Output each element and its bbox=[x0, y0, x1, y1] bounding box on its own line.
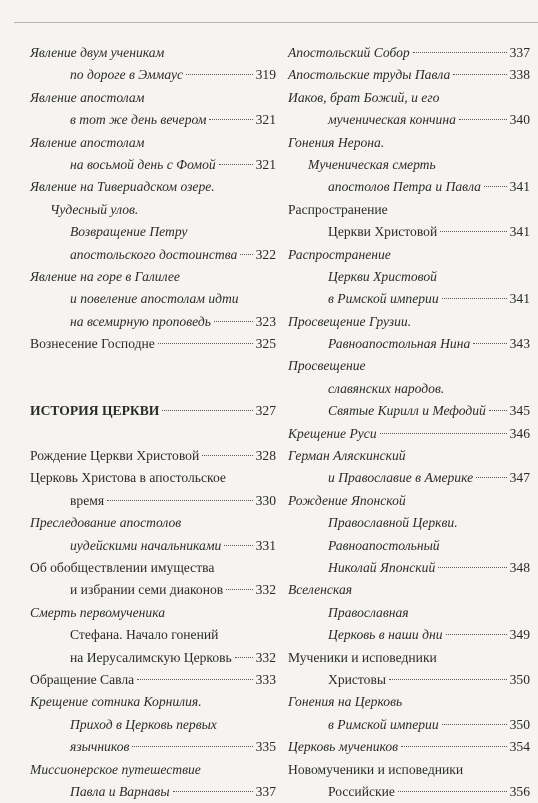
page-number: 343 bbox=[510, 333, 530, 355]
page-number: 356 bbox=[510, 781, 530, 803]
toc-entry[interactable] bbox=[30, 176, 276, 266]
toc-line bbox=[30, 266, 276, 288]
toc-line bbox=[288, 311, 530, 333]
dot-leader bbox=[214, 321, 253, 322]
toc-line bbox=[288, 602, 530, 624]
toc-title-text: Распространение bbox=[288, 199, 388, 221]
toc-line bbox=[30, 64, 276, 86]
page-number: 338 bbox=[510, 64, 530, 86]
toc-title-text: на всемирную проповедь bbox=[70, 311, 211, 333]
dot-leader bbox=[438, 567, 506, 568]
toc-left-column bbox=[30, 42, 276, 803]
toc-title-text: на Иерусалимскую Церковь bbox=[70, 647, 232, 669]
toc-entry[interactable] bbox=[288, 647, 530, 692]
page-number: 341 bbox=[510, 288, 530, 310]
toc-entry[interactable] bbox=[288, 132, 530, 199]
toc-line bbox=[288, 445, 530, 467]
toc-title-text: Вознесение Господне bbox=[30, 333, 155, 355]
toc-title-text: апостолов Петра и Павла bbox=[328, 176, 481, 198]
page-number: 333 bbox=[256, 669, 276, 691]
toc-line bbox=[288, 244, 530, 266]
toc-title-text: Приход в Церковь первых bbox=[70, 714, 217, 736]
toc-title-text: Возвращение Петру bbox=[70, 221, 187, 243]
toc-line bbox=[30, 624, 276, 646]
page-number: 328 bbox=[256, 445, 276, 467]
toc-entry[interactable] bbox=[288, 579, 530, 646]
toc-line bbox=[30, 490, 276, 512]
toc-title-text: Российские bbox=[328, 781, 395, 803]
toc-line bbox=[288, 736, 530, 758]
dot-leader bbox=[442, 298, 507, 299]
page-number: 350 bbox=[510, 714, 530, 736]
toc-title-text: Церкви Христовой bbox=[328, 221, 437, 243]
toc-line bbox=[30, 781, 276, 803]
toc-line bbox=[30, 333, 276, 355]
toc-entry[interactable] bbox=[30, 512, 276, 557]
dot-leader bbox=[240, 254, 252, 255]
toc-line bbox=[288, 87, 530, 109]
toc-line bbox=[288, 378, 530, 400]
toc-title-text: иудейскими начальниками bbox=[70, 535, 221, 557]
page-number: 349 bbox=[510, 624, 530, 646]
page-number: 340 bbox=[510, 109, 530, 131]
toc-title-text: Церковь Христова в апостольское bbox=[30, 467, 226, 489]
toc-line bbox=[288, 669, 530, 691]
dot-leader bbox=[158, 343, 253, 344]
toc-title-text: Равноапостольная Нина bbox=[328, 333, 470, 355]
dot-leader bbox=[413, 52, 507, 53]
toc-line bbox=[30, 691, 276, 713]
toc-entry[interactable] bbox=[288, 244, 530, 311]
toc-line bbox=[30, 445, 276, 467]
toc-line bbox=[30, 557, 276, 579]
toc-entry[interactable] bbox=[30, 87, 276, 132]
toc-title-text: по дороге в Эммаус bbox=[70, 64, 183, 86]
toc-line bbox=[30, 714, 276, 736]
toc-title-text: Церковь в наши дни bbox=[328, 624, 443, 646]
spacer bbox=[30, 378, 276, 400]
toc-line bbox=[288, 42, 530, 64]
page-number: 347 bbox=[510, 467, 530, 489]
dot-leader bbox=[489, 410, 507, 411]
toc-line bbox=[30, 42, 276, 64]
toc-line bbox=[30, 221, 276, 243]
toc-line bbox=[288, 490, 530, 512]
page-number: 332 bbox=[256, 579, 276, 601]
dot-leader bbox=[173, 791, 253, 792]
dot-leader bbox=[235, 657, 253, 658]
page-number: 350 bbox=[510, 669, 530, 691]
toc-line bbox=[288, 714, 530, 736]
top-rule bbox=[14, 22, 538, 23]
page-number: 330 bbox=[256, 490, 276, 512]
toc-title-text: Об обобществлении имущества bbox=[30, 557, 214, 579]
dot-leader bbox=[132, 746, 252, 747]
toc-title-text: Павла и Варнавы bbox=[70, 781, 170, 803]
dot-leader bbox=[224, 545, 252, 546]
toc-entry[interactable] bbox=[30, 669, 276, 691]
toc-title-text: Мученики и исповедники bbox=[288, 647, 437, 669]
page-number: 327 bbox=[256, 400, 276, 422]
toc-line bbox=[30, 602, 276, 624]
toc-entry[interactable] bbox=[30, 691, 276, 758]
toc-title-text: мученическая кончина bbox=[328, 109, 456, 131]
toc-title-text: Крещение Руси bbox=[288, 423, 377, 445]
toc-entry[interactable] bbox=[30, 42, 276, 87]
toc-entry[interactable] bbox=[30, 400, 276, 422]
toc-title-text: Преследование апостолов bbox=[30, 512, 181, 534]
toc-title-text: Вселенская bbox=[288, 579, 352, 601]
dot-leader bbox=[389, 679, 507, 680]
toc-entry[interactable] bbox=[30, 333, 276, 355]
toc-title-text: Николай Японский bbox=[328, 557, 435, 579]
toc-title-text: Обращение Савла bbox=[30, 669, 134, 691]
toc-title-text: время bbox=[70, 490, 104, 512]
toc-line bbox=[288, 647, 530, 669]
toc-title-text: в Римской империи bbox=[328, 288, 439, 310]
toc-entry[interactable] bbox=[30, 132, 276, 177]
dot-leader bbox=[446, 634, 507, 635]
toc-title-text: Смерть первомученика bbox=[30, 602, 165, 624]
toc-entry[interactable] bbox=[288, 42, 530, 64]
toc-entry[interactable] bbox=[288, 311, 530, 356]
dot-leader bbox=[401, 746, 507, 747]
dot-leader bbox=[107, 500, 253, 501]
toc-title-text: на восьмой день с Фомой bbox=[70, 154, 216, 176]
toc-line bbox=[30, 467, 276, 489]
toc-entry[interactable] bbox=[288, 736, 530, 758]
section-heading bbox=[30, 400, 276, 422]
toc-line bbox=[30, 132, 276, 154]
page-number: 319 bbox=[256, 64, 276, 86]
toc-title-text: и Православие в Америке bbox=[328, 467, 473, 489]
toc-entry[interactable] bbox=[288, 64, 530, 86]
dot-leader bbox=[476, 477, 506, 478]
toc-title-text: Иаков, брат Божий, и его bbox=[288, 87, 439, 109]
toc-line bbox=[288, 199, 530, 221]
page-number: 337 bbox=[256, 781, 276, 803]
toc-line bbox=[30, 199, 276, 221]
toc-title-text: Герман Аляскинский bbox=[288, 445, 406, 467]
dot-leader bbox=[398, 791, 507, 792]
page-number: 321 bbox=[256, 154, 276, 176]
page-number: 321 bbox=[256, 109, 276, 131]
toc-title-text: Крещение сотника Корнилия. bbox=[30, 691, 202, 713]
dot-leader bbox=[459, 119, 507, 120]
toc-title-text: Апостольские труды Павла bbox=[288, 64, 450, 86]
toc-entry[interactable] bbox=[288, 423, 530, 445]
page-number: 323 bbox=[256, 311, 276, 333]
toc-title-text: славянских народов. bbox=[328, 378, 444, 400]
spacer bbox=[30, 423, 276, 445]
toc-line bbox=[288, 423, 530, 445]
toc-title-text: Чудесный улов. bbox=[50, 199, 138, 221]
dot-leader bbox=[380, 433, 507, 434]
page-number: 337 bbox=[510, 42, 530, 64]
dot-leader bbox=[209, 119, 252, 120]
toc-line bbox=[288, 355, 530, 377]
toc-entry[interactable] bbox=[30, 602, 276, 669]
toc-entry[interactable] bbox=[288, 445, 530, 490]
toc-line bbox=[288, 132, 530, 154]
page-number: 341 bbox=[510, 176, 530, 198]
page-number: 325 bbox=[256, 333, 276, 355]
toc-title-text: Явление двум ученикам bbox=[30, 42, 164, 64]
toc-title-text: Явление апостолам bbox=[30, 87, 144, 109]
dot-leader bbox=[440, 231, 506, 232]
toc-entry[interactable] bbox=[288, 490, 530, 580]
toc-entry[interactable] bbox=[30, 266, 276, 333]
toc-line bbox=[288, 759, 530, 781]
toc-entry[interactable] bbox=[30, 467, 276, 512]
dot-leader bbox=[473, 343, 506, 344]
toc-line bbox=[30, 647, 276, 669]
page-number: 348 bbox=[510, 557, 530, 579]
toc-line bbox=[30, 244, 276, 266]
toc-title-text: Явление на Тивериадском озере. bbox=[30, 176, 215, 198]
toc-title-text: Новомученики и исповедники bbox=[288, 759, 463, 781]
page-number: 331 bbox=[256, 535, 276, 557]
page-number: 332 bbox=[256, 647, 276, 669]
toc-line bbox=[288, 176, 530, 198]
toc-entry[interactable] bbox=[30, 445, 276, 467]
page-number: 335 bbox=[256, 736, 276, 758]
toc-entry[interactable] bbox=[30, 557, 276, 602]
toc-title-text: Православная bbox=[328, 602, 409, 624]
toc-title-text: Равноапостольный bbox=[328, 535, 440, 557]
toc-title-text: в тот же день вечером bbox=[70, 109, 206, 131]
toc-line bbox=[288, 691, 530, 713]
toc-line bbox=[288, 400, 530, 422]
toc-entry[interactable] bbox=[30, 759, 276, 803]
toc-line bbox=[30, 512, 276, 534]
toc-title-text: Просвещение bbox=[288, 355, 366, 377]
toc-line bbox=[30, 535, 276, 557]
toc-title-text: Православной Церкви. bbox=[328, 512, 458, 534]
toc-title-text: Миссионерское путешествие bbox=[30, 759, 201, 781]
dot-leader bbox=[453, 74, 506, 75]
toc-line bbox=[30, 736, 276, 758]
toc-title-text: и повеление апостолам идти bbox=[70, 288, 239, 310]
toc-line bbox=[30, 579, 276, 601]
toc-title-text: апостольского достоинства bbox=[70, 244, 237, 266]
toc-entry[interactable] bbox=[288, 355, 530, 422]
toc-title-text: Явление на горе в Галилее bbox=[30, 266, 180, 288]
toc-line bbox=[288, 512, 530, 534]
toc-title-text: Церкви Христовой bbox=[328, 266, 437, 288]
toc-line bbox=[30, 109, 276, 131]
toc-entry[interactable] bbox=[288, 759, 530, 803]
toc-entry[interactable] bbox=[288, 87, 530, 132]
toc-line bbox=[30, 311, 276, 333]
toc-title-text: Христовы bbox=[328, 669, 386, 691]
dot-leader bbox=[484, 186, 507, 187]
spacer bbox=[30, 355, 276, 377]
toc-line bbox=[30, 759, 276, 781]
dot-leader bbox=[202, 455, 252, 456]
page-number: 341 bbox=[510, 221, 530, 243]
toc-title-text: Святые Кирилл и Мефодий bbox=[328, 400, 486, 422]
toc-title-text: Рождение Японской bbox=[288, 490, 406, 512]
dot-leader bbox=[137, 679, 252, 680]
toc-right-column bbox=[288, 42, 530, 803]
toc-line bbox=[288, 557, 530, 579]
toc-title-text: ИСТОРИЯ ЦЕРКВИ bbox=[30, 400, 159, 422]
toc-title-text: Гонения на Церковь bbox=[288, 691, 402, 713]
toc-line bbox=[288, 109, 530, 131]
toc-title-text: Апостольский Собор bbox=[288, 42, 410, 64]
toc-entry[interactable] bbox=[288, 199, 530, 244]
toc-title-text: Рождение Церкви Христовой bbox=[30, 445, 199, 467]
dot-leader bbox=[162, 410, 252, 411]
toc-line bbox=[30, 87, 276, 109]
page-number: 346 bbox=[510, 423, 530, 445]
toc-line bbox=[288, 154, 530, 176]
toc-line bbox=[288, 288, 530, 310]
toc-line bbox=[30, 176, 276, 198]
toc-line bbox=[288, 624, 530, 646]
toc-line bbox=[30, 669, 276, 691]
toc-line bbox=[30, 288, 276, 310]
dot-leader bbox=[186, 74, 253, 75]
toc-title-text: Стефана. Начало гонений bbox=[70, 624, 218, 646]
toc-title-text: Просвещение Грузии. bbox=[288, 311, 411, 333]
toc-line bbox=[288, 64, 530, 86]
toc-line bbox=[288, 221, 530, 243]
toc-entry[interactable] bbox=[288, 691, 530, 736]
toc-title-text: Церковь мучеников bbox=[288, 736, 398, 758]
toc-title-text: в Римской империи bbox=[328, 714, 439, 736]
dot-leader bbox=[219, 164, 253, 165]
toc-line bbox=[288, 266, 530, 288]
toc-title-text: Распространение bbox=[288, 244, 391, 266]
dot-leader bbox=[226, 589, 252, 590]
toc-line bbox=[288, 579, 530, 601]
page-number: 322 bbox=[256, 244, 276, 266]
toc-line bbox=[30, 154, 276, 176]
toc-line bbox=[288, 333, 530, 355]
toc-line bbox=[288, 467, 530, 489]
page-number: 345 bbox=[510, 400, 530, 422]
page-number: 354 bbox=[510, 736, 530, 758]
toc-title-text: Мученическая смерть bbox=[308, 154, 436, 176]
toc-title-text: язычников bbox=[70, 736, 129, 758]
toc-line bbox=[288, 781, 530, 803]
toc-title-text: Гонения Нерона. bbox=[288, 132, 384, 154]
toc-title-text: и избрании семи диаконов bbox=[70, 579, 223, 601]
dot-leader bbox=[442, 724, 507, 725]
toc-line bbox=[288, 535, 530, 557]
toc-title-text: Явление апостолам bbox=[30, 132, 144, 154]
